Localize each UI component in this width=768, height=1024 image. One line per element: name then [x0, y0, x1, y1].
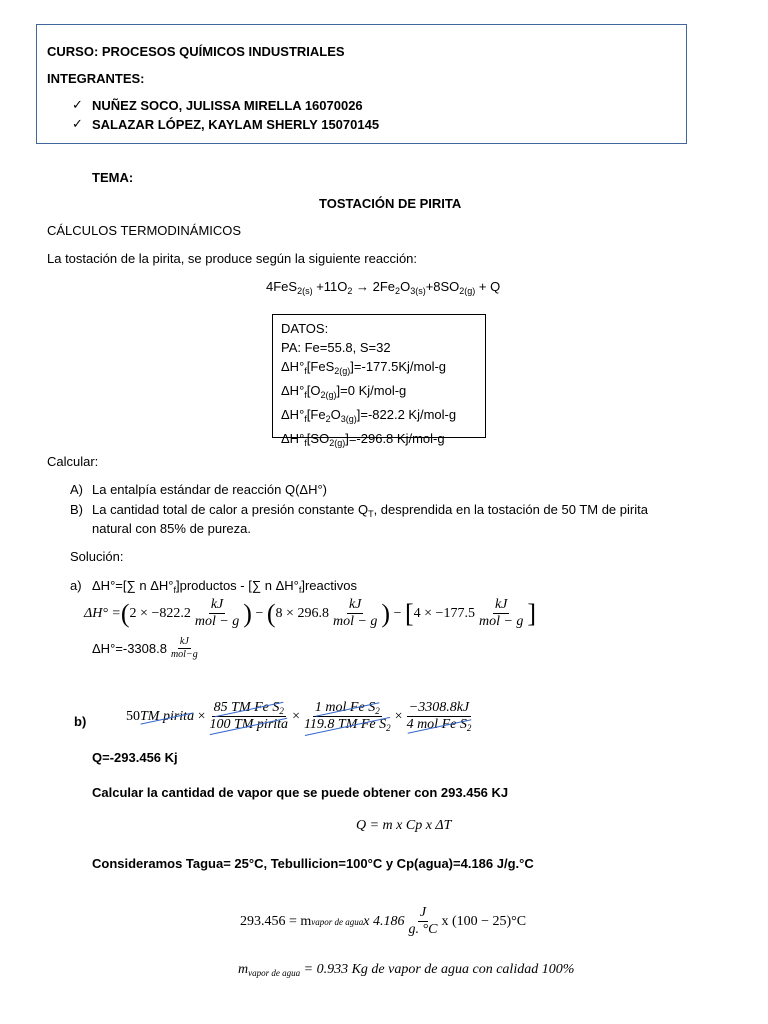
datos-title: DATOS:	[281, 321, 329, 336]
energy-equation: 293.456 = m vapor de agua x 4.186 $\frac{J}{g. ^\circ C}$ x (100 − 25)°C	[240, 905, 527, 938]
fraction-1: $\frac{85 TM Fe S_2}{\text{100 TM pirita}}$	[209, 700, 289, 733]
datos-line: $\Delta H^\circ_f[FeS_{2(g)}]=-177.5Kj/mol-g$	[281, 359, 447, 376]
unit-fraction: $\frac{kJ}{\text{mol − g}}$	[194, 597, 240, 630]
item-b-text-line2: natural con 85% de pureza.	[92, 521, 251, 536]
section-title: CÁLCULOS TERMODINÁMICOS	[47, 223, 242, 238]
datos-line: $\Delta H^\circ_f[O_{2(g)}]=0$ Kj/mol-g	[281, 383, 407, 400]
final-result: $m_{vapor de agua} = 0.933$ Kg de vapor de agua con calidad 100%	[238, 962, 575, 978]
delta-h-result: ΔH°=-3308.8 $\frac{kJ}{\text{mol−g}}$	[92, 636, 198, 660]
check-icon: ✓	[72, 116, 83, 131]
item-b-text: La cantidad total de calor a presión constante $Q_T$, desprendida en la tostación de 50 TM de pirita	[92, 502, 648, 519]
curso-label: CURSO: PROCESOS QUÍMICOS INDUSTRIALES	[47, 44, 345, 59]
tema-label: TEMA:	[92, 170, 134, 185]
datos-pa: PA: Fe=55.8, S=32	[281, 340, 391, 355]
calcular-label: Calcular:	[47, 454, 99, 469]
solucion-label: Solución:	[70, 549, 124, 564]
part-b-letter: b)	[74, 714, 87, 729]
datos-line: $\Delta H^\circ_f[Fe_2O_{3(g)}]=-822.2$ Kj/mol-g	[281, 407, 457, 424]
part-a-formula: ΔH°=[∑ n $\Delta H^\circ_f]productos$ - [∑ n $\Delta H^\circ_f]reactivos$	[92, 578, 357, 595]
integrante-1: NUÑEZ SOCO, JULISSA MIRELLA 16070026	[92, 98, 363, 113]
item-a-letter: A)	[70, 482, 83, 497]
part-a-letter: a)	[70, 578, 82, 593]
datos-box	[272, 314, 486, 448]
item-a-text: La entalpía estándar de reacción Q(ΔH°)	[92, 482, 328, 497]
tema-title: TOSTACIÓN DE PIRITA	[319, 196, 462, 211]
datos-line: $\Delta H^\circ_f[SO_{2(g)}]=-296.8$ Kj/mol-g	[281, 431, 445, 448]
reaction-equation: $4FeS_{2(s)} +11O_2 \to 2Fe_2O_{3(s)}+8SO_{2(g)} + Q$	[266, 279, 501, 296]
unit-fraction: $\frac{kJ}{\text{mol − g}}$	[478, 597, 524, 630]
part-b-equation: 50 TM pirita × $\frac{85 TM Fe S_2}{\text{100 TM pirita}}$ × $\frac{1 mol Fe S_2}{119.8 TM Fe S_2}$ × $\frac{-3308.8kJ}{4 mol Fe S_2}$	[126, 700, 472, 734]
delta-h-equation: ΔH° = ( 2 × −822.2 $\frac{kJ}{\text{mol − g}}$ ) − ( 8 × 296.8 $\frac{kJ}{\text{mol − g}}$ ) − [ 4 × −177.5 $\frac{kJ}{\text{mol − g}}$ ]	[84, 597, 537, 630]
fraction-3: $\frac{-3308.8kJ}{4 mol Fe S_2}$	[406, 700, 472, 734]
consider-text: Consideramos Tagua= 25°C, Tebullicion=100°C y Cp(agua)=4.186 J/g.°C	[92, 856, 534, 871]
unit-fraction: $\frac{kJ}{\text{mol − g}}$	[332, 597, 378, 630]
calc-vapor-text: Calcular la cantidad de vapor que se puede obtener con 293.456 KJ	[92, 785, 509, 800]
integrantes-label: INTEGRANTES:	[47, 71, 145, 86]
check-icon: ✓	[72, 97, 83, 112]
intro-text: La tostación de la pirita, se produce según la siguiente reacción:	[47, 251, 418, 266]
item-b-letter: B)	[70, 502, 83, 517]
fraction-2: $\frac{1 mol Fe S_2}{119.8 TM Fe S_2}$	[303, 700, 391, 734]
q-formula: Q = m x Cp x ΔT	[356, 818, 452, 833]
integrante-2: SALAZAR LÓPEZ, KAYLAM SHERLY 15070145	[92, 117, 380, 132]
q-result: Q=-293.456 Kj	[92, 750, 178, 765]
